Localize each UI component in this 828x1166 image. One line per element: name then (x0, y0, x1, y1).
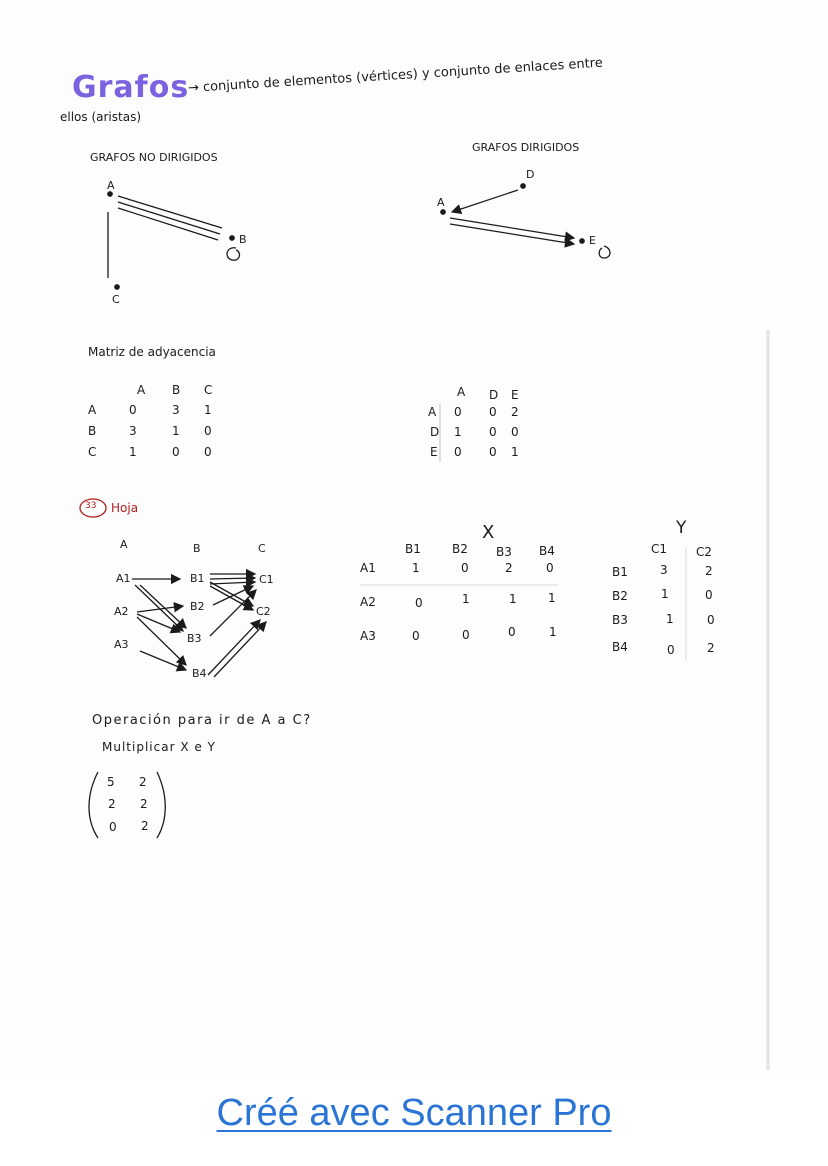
matrix-cell: 0 (462, 628, 470, 642)
matrix-cell: 2 (705, 564, 713, 578)
matrix-heading: Matriz de adyacencia (88, 345, 216, 359)
matrix-row-label: B2 (612, 589, 628, 603)
edge-ab-1 (118, 196, 222, 228)
matrix-cell: 3 (129, 424, 137, 438)
matrix-row-label: A (88, 403, 97, 417)
node-b2: B2 (190, 600, 205, 613)
layered-graph (132, 574, 266, 680)
result-cell: 2 (139, 775, 147, 789)
loop-b (227, 248, 239, 260)
matrix-cell: 0 (546, 561, 554, 575)
result-cell: 5 (107, 775, 115, 789)
page-title: Grafos (72, 70, 190, 105)
question-text: Operación para ir de A a C? (92, 713, 312, 728)
edge-b4-c2-2 (214, 622, 266, 677)
edge-a1-b3-1 (135, 585, 183, 631)
matrix-cell: 2 (707, 641, 715, 655)
matrix-col-header: B1 (405, 542, 421, 556)
matrix-col-header: C1 (651, 542, 668, 556)
matrix-cell: 1 (454, 425, 462, 439)
matrix-cell: 0 (415, 596, 423, 610)
matrix-cell: 3 (660, 563, 668, 577)
matrix-cell: 0 (204, 424, 212, 438)
matrix-col-header: E (511, 388, 519, 402)
result-cell: 0 (109, 820, 117, 834)
matrix-cell: 0 (454, 405, 462, 419)
matrix-cell: 0 (511, 425, 519, 439)
undirected-heading: GRAFOS NO DIRIGIDOS (90, 151, 218, 164)
matrix-cell: 3 (172, 403, 180, 417)
node-label-d: D (526, 168, 535, 181)
matrix-row-label: B1 (612, 565, 628, 579)
matrix-cell: 1 (548, 591, 556, 605)
edge-a2-b2 (137, 606, 183, 612)
result-cell: 2 (108, 797, 116, 811)
matrix-cell: 0 (129, 403, 137, 417)
matrix-cell: 0 (707, 613, 715, 627)
matrix-cell: 0 (667, 643, 675, 657)
result-paren-right (157, 772, 165, 838)
edge-b4-c2-1 (208, 620, 260, 675)
matrix-row-label: B3 (612, 613, 628, 627)
matrix-cell: 0 (454, 445, 462, 459)
matrix-col-header: C2 (696, 545, 713, 559)
answer-text: Multiplicar X e Y (102, 740, 216, 754)
matrix-col-header: C (204, 383, 213, 397)
matrix-cell: 0 (705, 588, 713, 602)
matrix-row-label: C (88, 445, 97, 459)
result-cell: 2 (140, 797, 148, 811)
matrix-row-label: A3 (360, 629, 376, 643)
matrix-row-label: E (430, 445, 438, 459)
layer-header-c: C (258, 542, 266, 555)
edge-ab-2 (118, 202, 220, 234)
matrix-cell: 1 (511, 445, 519, 459)
node-a2: A2 (114, 605, 129, 618)
scanner-pro-footer-link[interactable]: Créé avec Scanner Pro (216, 1092, 612, 1134)
edge-b1-c1-2 (210, 578, 255, 579)
matrix-cell: 0 (508, 625, 516, 639)
matrix-cell: 2 (511, 405, 519, 419)
exercise-badge: 33 (85, 501, 97, 511)
matrix-cell: 1 (661, 587, 669, 601)
exercise-label: Hoja (111, 501, 139, 515)
node-dot-c (115, 285, 119, 289)
node-dot-e (580, 239, 584, 243)
edge-a-e-1 (450, 218, 574, 238)
edge-a3-b4 (140, 651, 186, 670)
node-label-e: E (589, 234, 596, 247)
matrix-cell: 1 (204, 403, 212, 417)
edge-b1-c1-3 (210, 582, 255, 584)
matrix-cell: 0 (489, 405, 497, 419)
matrix-cell: 1 (509, 592, 517, 606)
node-label-a: A (107, 179, 115, 192)
matrix-row-label: A2 (360, 595, 376, 609)
loop-e (599, 246, 610, 258)
directed-heading: GRAFOS DIRIGIDOS (472, 141, 580, 154)
matrix-col-header: A (137, 383, 146, 397)
node-dot-b (230, 236, 234, 240)
directed-graph (441, 184, 610, 258)
definition-line-1: → conjunto de elementos (vértices) y conjunto de enlaces entre (187, 55, 604, 96)
edge-d-a (452, 190, 518, 212)
edge-b1-c2-1 (210, 582, 253, 606)
matrix-cell: 0 (204, 445, 212, 459)
node-a1: A1 (116, 572, 131, 585)
matrix-cell: 1 (549, 625, 557, 639)
edge-b3-c1 (210, 590, 256, 636)
result-paren-left (89, 772, 98, 838)
definition-line-2: ellos (aristas) (60, 110, 142, 124)
matrix-col-header: D (489, 388, 499, 402)
edge-a-e-2 (450, 224, 574, 244)
node-b3: B3 (187, 632, 202, 645)
matrix-row-label: D (430, 425, 440, 439)
matrix-cell: 1 (412, 561, 420, 575)
node-b4: B4 (192, 667, 207, 680)
node-c2: C2 (256, 605, 271, 618)
node-a3: A3 (114, 638, 129, 651)
matrix-x-name: X (482, 522, 495, 543)
matrix-col-header: A (457, 385, 466, 399)
undirected-graph (108, 192, 240, 289)
matrix-row-label: B4 (612, 640, 628, 654)
node-label-b: B (239, 233, 247, 246)
node-label-c: C (112, 293, 120, 306)
node-dot-a (108, 192, 112, 196)
matrix-cell: 0 (172, 445, 180, 459)
matrix-cell: 1 (129, 445, 137, 459)
result-cell: 2 (141, 819, 149, 833)
matrix-cell: 0 (412, 629, 420, 643)
matrix-cell: 1 (462, 592, 470, 606)
matrix-cell: 0 (461, 561, 469, 575)
edge-ab-3 (118, 208, 218, 240)
node-dot-d (521, 184, 525, 188)
matrix-cell: 1 (666, 612, 674, 626)
node-b1: B1 (190, 572, 205, 585)
matrix-col-header: B (172, 383, 181, 397)
matrix-row-label: A (428, 405, 437, 419)
matrix-col-header: B2 (452, 542, 468, 556)
matrix-y-name: Y (676, 518, 687, 538)
matrix-cell: 1 (172, 424, 180, 438)
node-c1: C1 (259, 573, 274, 586)
layer-header-a: A (120, 538, 128, 551)
node-dot-a-directed (441, 210, 445, 214)
layer-header-b: B (193, 542, 201, 555)
matrix-cell: 2 (505, 561, 513, 575)
matrix-row-label: B (88, 424, 97, 438)
matrix-col-header: B4 (539, 544, 555, 558)
matrix-cell: 0 (489, 425, 497, 439)
matrix-cell: 0 (489, 445, 497, 459)
matrix-row-label: A1 (360, 561, 376, 575)
node-label-a-directed: A (437, 196, 445, 209)
matrix-col-header: B3 (496, 545, 512, 559)
